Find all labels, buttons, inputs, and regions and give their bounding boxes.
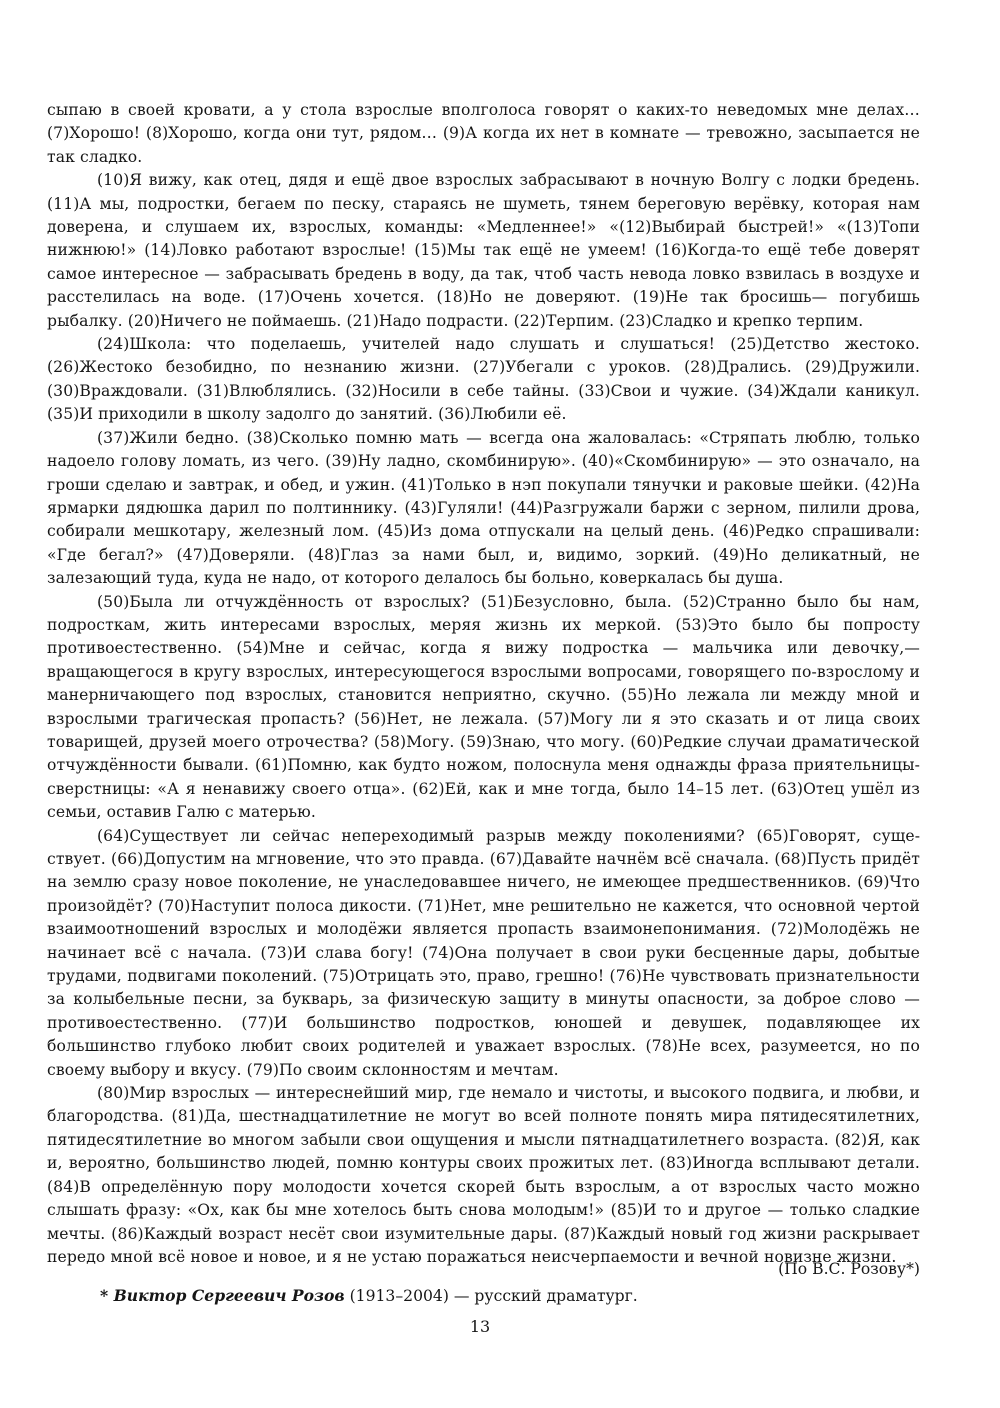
footnote-author-name: * Виктор Сергеевич Розов — [100, 1286, 345, 1305]
paragraph-3: (24)Школа: что поделаешь, учителей надо слушать и слушаться! (25)Детство жестоко. (26)Жестоко безобидно, по незнанию жизни. (27)Убегали с уроков. (28)Дрались. (29)Дружили. (30)Враждовали. (31)Влюблялись. (32)Носили в себе тайны. (33)Свои и чужие. (34)Ждали каникул. (35)И приходили в школу задолго до занятий. (36)Любили её. — [47, 335, 920, 424]
text-body — [47, 99, 920, 1269]
paragraph-4: (37)Жили бедно. (38)Сколько помню мать — всегда она жаловалась: «Стряпать люблю, только надоело голову ломать, из чего. (39)Ну ладно, скомбинирую». (40)«Скомбинирую» — это означало, на гроши сделаю и завтрак, и обед, и ужин. (41)Только в нэп покупали тянучки и раковые шейки. (42)На ярмарки дядюшка дарил по полтиннику. (43)Гуляли! (44)Разгружали баржи с зерном, пилили дрова, собирали мешкотару, железный лом. (45)Из дома отпускали на целый день. (46)Редко спрашивали: «Где бегал?» (47)Доверяли. (48)Глаз за нами был, и, видимо, зоркий. (49)Но деликатный, не залезающий туда, куда не надо, от которого делалось бы больно, коверкалась бы душа. — [47, 428, 920, 588]
paragraph-5: (50)Была ли отчуждённость от взрослых? (51)Безусловно, была. (52)Странно было бы нам, подросткам, жить интересами взрослых, меряя жизнь их меркой. (53)Это было бы попросту противоестественно. (54)Мне и сейчас, когда я вижу подростка — мальчика или девочку,— вращающегося в кругу взрослых, интересующегося взрослыми вопросами, говорящего по-взрослому и манерничающего под взрослых, становится неприятно, скучно. (55)Но лежала ли между мной и взрослыми трагическая пропасть? (56)Нет, не лежала. (57)Могу ли я это сказать и от лица своих товарищей, друзей моего отрочества? (58)Могу. (59)Знаю, что могу. (60)Редкие случаи драматической отчуждённости бывали. (61)Помню, как будто ножом, полоснула меня однажды фраза приятельницы-сверстницы: «А я ненавижу своего отца». (62)Ей, как и мне тогда, было 14–15 лет. (63)Отец ушёл из семьи, оставив Галю с матерью. — [47, 592, 920, 822]
paragraph-2: (10)Я вижу, как отец, дядя и ещё двое взрослых забрасывают в ночную Волгу с лодки бредень. (11)А мы, подростки, бегаем по песку, стараясь не шуметь, тянем береговую верёвку, которая нам доверена, и слушаем их, взрослых, команды: «Медленнее!» «(12)Выбирай быстрей!» «(13)Топи нижнюю!» (14)Ловко работают взрослые! (15)Мы так ещё не умеем! (16)Когда-то ещё тебе доверят самое интересное — забрасывать бредень в воду, да так, чтоб часть невода ловко взвилась в воздухе и расстелилась на воде. (17)Очень хочется. (18)Но не доверяют. (19)Не так бросишь— погубишь рыбалку. (20)Ничего не поймаешь. (21)Надо подрасти. (22)Терпим. (23)Сладко и крепко терпим. — [47, 171, 920, 330]
paragraph-6: (64)Существует ли сейчас непереходимый разрыв между поколениями? (65)Говорят, существует. (66)Допустим на мгновение, что это правда. (67)Давайте начнём всё сначала. (68)Пусть придёт на землю сразу новое поколение, не унаследовавшее ничего, не имеющее предшественников. (69)Что произойдёт? (70)Наступит полоса дикости. (71)Нет, мне решительно не кажется, что основной чертой взаимоотношений взрослых и молодёжи является пропасть взаимонепонимания. (72)Молодёжь не начинает всё с начала. (73)И слава богу! (74)Она получает в свои руки бесценные дары, добытые трудами, подвигами поколений. (75)Отрицать это, право, грешно! (76)Не чувствовать признательности за колыбельные песни, за букварь, за физическую защиту в минуты опасности, за доброе слово — противоестественно. (77)И большинство подростков, юношей и девушек, подавляющее их большинство глубоко любит своих родителей и уважает взрослых. (78)Не всех, разумеется, но по своему выбору и вкусу. (79)По своим склонностям и мечтам. — [47, 826, 920, 1079]
paragraph-1: сыпаю в своей кровати, а у стола взрослые вполголоса говорят о каких-то неведомых мне делах… (7)Хорошо! (8)Хорошо, когда они тут, рядом… (9)А когда их нет в комнате — тревожно, засыпается не так сладко. — [47, 101, 920, 166]
paragraph-7: (80)Мир взрослых — интереснейший мир, где немало и чистоты, и высокого подвига, и любви, и благородства. (81)Да, шестнадцатилетние не могут во всей полноте понять мира пятидесятилетних, пятидесятилетние во многом забыли свои ощущения и мысли пятнадцатилетнего возраста. (82)Я, как и, вероятно, большинство людей, помню контуры своих прожитых лет. (83)Иногда всплывают детали. (84)В определённую пору молодости хочется скорей быть взрослым, а от взрослых часто можно слышать фразу: «Ох, как бы мне хотелось быть снова молодым!» (85)И то и другое — только сладкие мечты. (86)Каждый возраст несёт свои изумительные дары. (87)Каждый новый год жизни раскрывает передо мной всё новое и новое, и я не устаю поражаться неисчерпаемости и вечной новизне жизни. — [47, 1084, 920, 1266]
page-number: 13 — [469, 1317, 491, 1336]
footnote-details: (1913–2004) — русский драматург. — [344, 1287, 638, 1305]
source-attribution: (По В.С. Розову*) — [778, 1260, 920, 1278]
footnote — [100, 1284, 638, 1308]
